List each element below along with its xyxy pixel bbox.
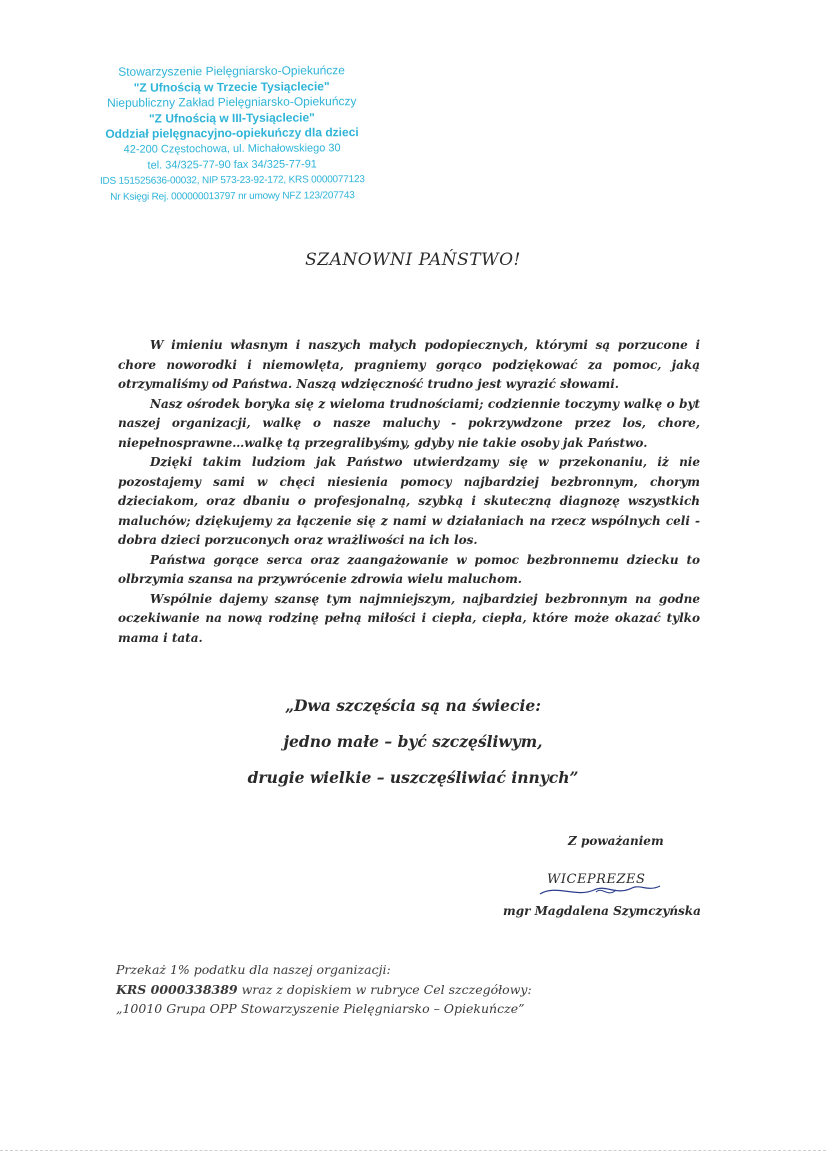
signatory-name: mgr Magdalena Szymczyńska: [503, 904, 701, 918]
signatory-title: WICEPREZES: [547, 872, 646, 887]
footer-line: „10010 Grupa OPP Stowarzyszenie Pielęgniarsko – Opiekuńcze”: [116, 1001, 525, 1016]
letter-body: [118, 336, 700, 648]
stamp-registry-ids: IDS 151525636-00032, NIP 573-23-92-172, KRS 0000077123: [99, 174, 365, 188]
stamp-address: 42-200 Częstochowa, ul. Michałowskiego 30: [123, 142, 341, 156]
stamp-facility-name: Niepubliczny Zakład Pielęgniarsko-Opiekuńczy: [106, 94, 357, 111]
letterhead-stamp: [84, 63, 381, 205]
signature-scribble: [536, 874, 666, 904]
stamp-organization-name: Stowarzyszenie Pielęgniarsko-Opiekuńcze: [118, 63, 345, 79]
quote-line: „Dwa szczęścia są na świecie:: [285, 696, 541, 715]
stamp-department: Oddział pielęgnacyjno-opiekuńczy dla dzieci: [105, 125, 359, 142]
footer-line: Przekaż 1% podatku dla naszej organizacji:: [116, 962, 391, 977]
body-paragraph: W imieniu własnym i naszych małych podopiecznych, którymi są porzucone i chore noworodki i niemowlęta, pragniemy gorąco podziękować za pomoc, jaką otrzymaliśmy od Państwa. Naszą wdzięczność trudno jest wyrazić słowami.: [118, 338, 700, 391]
salutation-heading: SZANOWNI PAŃSTWO!: [305, 250, 521, 270]
quote-block: [0, 688, 826, 796]
stamp-facility-motto: "Z Ufnością w III-Tysiąclecie": [148, 110, 315, 126]
body-paragraph: Dzięki takim ludziom jak Państwo utwierdzamy się w przekonaniu, iż nie pozostajemy sami w chęci niesienia pomocy najbardziej bezbronnym, chorym dzieciakom, oraz dbaniu o profesjonalną, szybką i skuteczną diagnozę wszystkich maluchów; dziękujemy za łączenie się z nami w działaniach na rzecz wspólnych celi - dobra dzieci porzuconych oraz wrażliwości na ich los.: [118, 455, 700, 547]
body-paragraph: Wspólnie dajemy szansę tym najmniejszym, najbardziej bezbronnym na godne oczekiwanie na nową rodzinę pełną miłości i ciepła, ciepła, które może okazać tylko mama i tata.: [118, 591, 700, 645]
tax-donation-note: [116, 960, 676, 1019]
scan-edge-line: [0, 1150, 826, 1151]
stamp-register-numbers: Nr Księgi Rej. 000000013797 nr umowy NFZ 123/207743: [110, 189, 355, 203]
footer-line-rest: wraz z dopiskiem w rubryce Cel szczegółowy:: [237, 981, 532, 997]
body-paragraph: Nasz ośrodek boryka się z wieloma trudnościami; codziennie toczymy walkę o byt naszej organizacji, walkę o nasze maluchy - pokrzywdzone przez los, chore, niepełnosprawne…walkę tą przegralibyśmy, gdyby nie takie osoby jak Państwo.: [118, 396, 700, 450]
body-paragraph: Państwa gorące serca oraz zaangażowanie w pomoc bezbronnemu dziecku to olbrzymia szansa na przywrócenie zdrowia wielu maluchom.: [118, 552, 700, 586]
closing-regards: Z poważaniem: [568, 834, 664, 848]
footer-line: [116, 980, 676, 1000]
quote-line: drugie wielkie – uszczęśliwiać innych”: [247, 768, 579, 787]
krs-number: KRS 0000338389: [116, 981, 238, 997]
stamp-organization-motto: "Z Ufnością w Trzecie Tysiąclecie": [133, 78, 330, 95]
quote-line: jedno małe – być szczęśliwym,: [283, 732, 543, 751]
stamp-phone-fax: tel. 34/325-77-90 fax 34/325-77-91: [147, 157, 317, 172]
